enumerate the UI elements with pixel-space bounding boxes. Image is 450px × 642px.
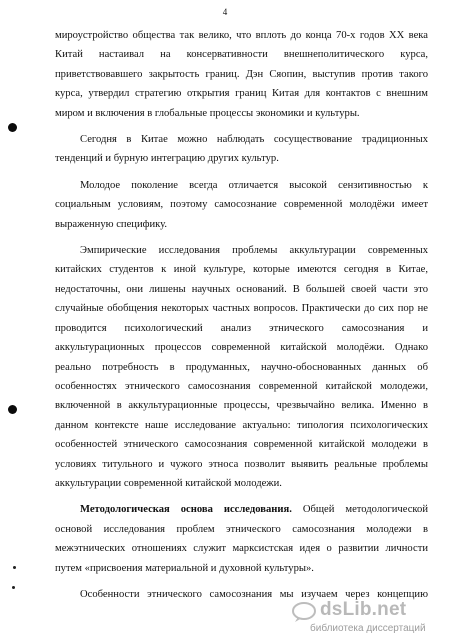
text-line: тенденций и бурную интеграцию других культур. xyxy=(55,153,279,165)
text-line: особенностях этнического самосознания современной китайской молодежи, xyxy=(55,380,428,392)
scan-speck xyxy=(12,586,15,589)
text-line: социальным условиям, поэтому самосознание современной молодёжи имеет xyxy=(55,199,428,211)
document-body xyxy=(55,26,428,604)
text-line: аккультурационных процессов современной китайской молодёжи. Однако xyxy=(55,342,428,354)
page-number: 4 xyxy=(222,7,228,17)
text-line: приветствовавшего закрытость границ. Дэн Сяопин, выступив против такого xyxy=(55,68,428,80)
text-line: данном контексте наше исследование актуально: типология психологических xyxy=(55,419,428,431)
punch-hole-bottom xyxy=(8,405,17,414)
text-line: Особенности этнического самосознания мы изучаем через концепцию xyxy=(80,588,428,600)
punch-hole-top xyxy=(8,123,17,132)
text-line xyxy=(55,500,428,519)
text-line: курса, утвердил стратегию открытия границ Китая для контактов с внешним xyxy=(55,88,428,100)
text-line: Эмпирические исследования проблемы аккультурации современных xyxy=(80,245,428,257)
text-line: особенностей этнического самосознания современной китайской молодежи в xyxy=(55,439,428,451)
text-line: реально потребность в продуманных, научно-обоснованных данных об xyxy=(55,361,428,373)
text-line: миром и включения в глобальные процессы экономики и культуры. xyxy=(55,107,360,119)
text-line: недостаточны, они лишены научных оснований. В большей своей части это xyxy=(55,283,428,295)
text-line: Молодое поколение всегда отличается высокой сензитивностью к xyxy=(80,179,428,191)
scan-speck xyxy=(13,566,16,569)
watermark-logo-main: dsLib xyxy=(320,599,372,620)
text-line: мироустройство общества так велико, что вплоть до конца 70-х годов XX века xyxy=(55,30,428,41)
paragraph-2 xyxy=(55,130,428,169)
text-line: путем «присвоения материальной и духовной культуры». xyxy=(55,562,314,574)
paragraph-1 xyxy=(55,26,428,123)
paragraph-5 xyxy=(55,500,428,578)
text-line: выраженную специфику. xyxy=(55,218,168,230)
text-line: проводится психологический анализ этнического самосознания и xyxy=(55,322,428,334)
paragraph-4 xyxy=(55,241,428,493)
text-line: китайских студентов к иной культуре, которые имеются сегодня в Китае, xyxy=(55,264,428,276)
speech-bubble-icon xyxy=(292,602,316,622)
text-line: Сегодня в Китае можно наблюдать сосуществование традиционных xyxy=(80,134,428,146)
paragraph-3 xyxy=(55,176,428,234)
text-run: Общей методологической xyxy=(291,504,428,516)
text-line: включенной в аккультурационные процессы, чрезвычайно велика. Именно в xyxy=(55,400,428,412)
watermark-logo xyxy=(320,599,406,621)
text-line: межэтнических отношениях служит марксистская идея о развитии личности xyxy=(55,543,428,555)
text-line: основой исследования проблем этнического самосознания молодежи в xyxy=(55,523,428,535)
watermark-logo-tld: .net xyxy=(371,599,407,620)
dslib-watermark xyxy=(292,599,442,637)
text-line: Китай настаивал на консервативности внешнеполитического курса, xyxy=(55,49,428,61)
watermark-subtitle: библиотека диссертаций xyxy=(310,623,426,634)
text-line: случайные обобщения некоторых частных вопросов. Практически до сих пор не xyxy=(55,303,428,315)
text-line: условиях титульного и чужого этноса позволит выявить реальные проблемы xyxy=(55,458,428,470)
section-heading: Методологическая основа исследования. xyxy=(80,504,292,516)
text-line: аккультурации современной китайской молодежи. xyxy=(55,477,282,489)
